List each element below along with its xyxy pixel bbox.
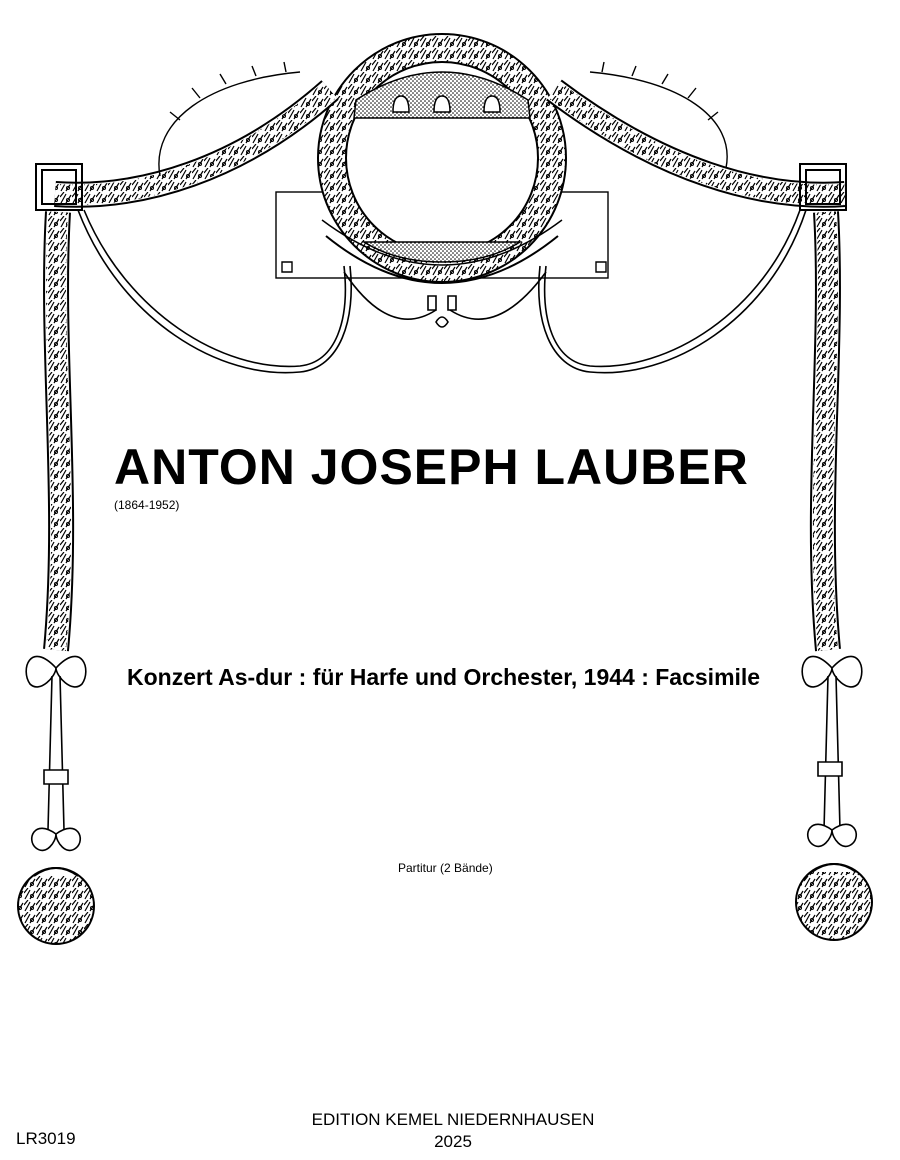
composer-name: ANTON JOSEPH LAUBER	[114, 439, 749, 495]
publisher-name: EDITION KEMEL NIEDERNHAUSEN	[311, 1110, 595, 1129]
flower-tassels	[18, 864, 872, 944]
work-title: Konzert As-dur : für Harfe und Orchester, 1944 : Facsimile	[127, 664, 761, 690]
composer-dates: (1864-1952)	[114, 498, 180, 512]
publisher-block	[0, 1109, 900, 1153]
publication-year: 2025	[434, 1132, 472, 1151]
catalog-number: LR3019	[16, 1129, 76, 1148]
edition-type: Partitur (2 Bände)	[398, 861, 493, 875]
central-wreath	[318, 34, 566, 283]
